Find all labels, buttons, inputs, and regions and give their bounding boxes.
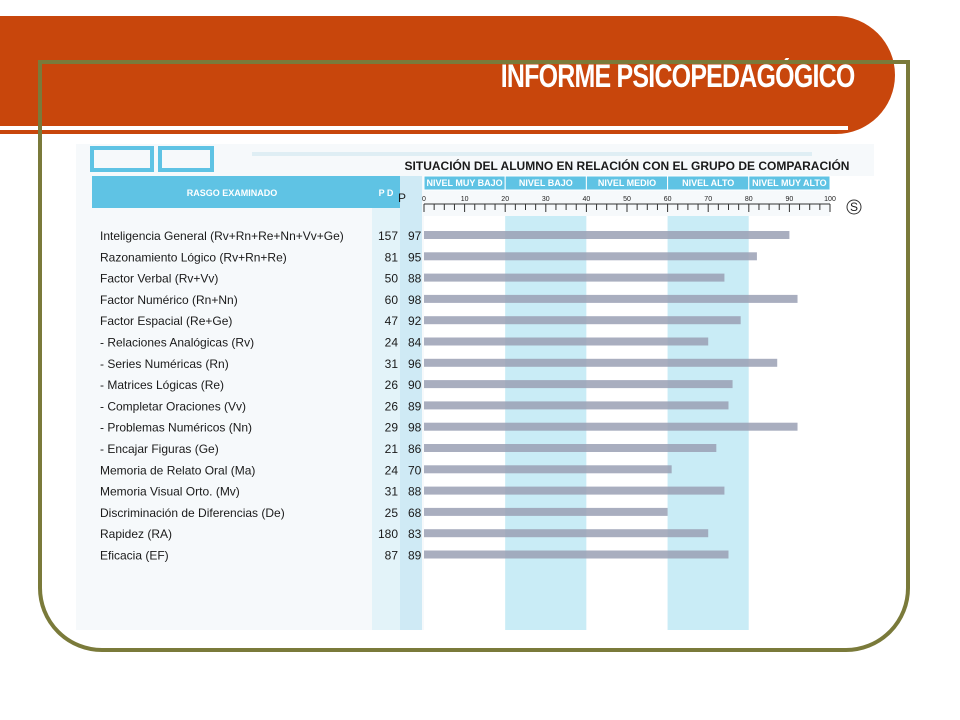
row-label: - Problemas Numéricos (Nn)	[100, 420, 253, 435]
form-line	[252, 152, 812, 156]
chart-title: SITUACIÓN DEL ALUMNO EN RELACIÓN CON EL GRUPO DE COMPARACIÓN	[404, 159, 850, 173]
pd-value: 31	[384, 484, 398, 499]
profile-bar	[424, 252, 757, 260]
row-label: Inteligencia General (Rv+Rn+Re+Nn+Vv+Ge)	[100, 229, 344, 243]
tick-label: 70	[704, 196, 713, 203]
tick-label: 60	[663, 196, 672, 203]
tick-label: 80	[744, 196, 753, 203]
row-label: Factor Espacial (Re+Ge)	[100, 314, 233, 329]
pd-value: 21	[384, 442, 398, 456]
p-value: 98	[408, 420, 422, 435]
pd-header: P D	[378, 188, 394, 198]
row-label: Eficacia (EF)	[100, 548, 169, 563]
pd-value: 157	[377, 229, 398, 243]
tick-label: 10	[460, 196, 469, 203]
pd-value: 47	[384, 314, 398, 329]
p-value: 90	[408, 378, 422, 393]
tick-label: 20	[501, 196, 510, 203]
p-value: 97	[408, 229, 422, 243]
profile-bar	[424, 551, 729, 559]
row-label: - Completar Oraciones (Vv)	[100, 399, 247, 414]
row-label: Factor Verbal (Rv+Vv)	[100, 271, 219, 286]
level-label: NIVEL MEDIO	[597, 178, 657, 188]
p-value: 86	[408, 442, 422, 456]
p-value: 95	[408, 250, 422, 265]
p-value: 89	[408, 548, 422, 563]
p-header: P	[398, 191, 407, 205]
p-value: 92	[408, 314, 422, 329]
level-label: NIVEL MUY BAJO	[426, 178, 503, 188]
p-value: 98	[408, 292, 422, 307]
pd-value: 26	[384, 399, 398, 414]
row-label: - Encajar Figuras (Ge)	[100, 442, 219, 456]
p-value: 89	[408, 399, 422, 414]
pd-value: 29	[384, 420, 398, 435]
profile-bar	[424, 316, 741, 324]
profile-bar	[424, 529, 708, 537]
row-label: Memoria de Relato Oral (Ma)	[100, 463, 256, 478]
pd-value: 81	[384, 250, 398, 265]
level-label: NIVEL ALTO	[682, 178, 735, 188]
p-value: 83	[408, 527, 422, 542]
p-value: 70	[408, 463, 422, 478]
tick-label: 30	[541, 196, 550, 203]
profile-bar	[424, 423, 798, 431]
profile-bar	[424, 274, 724, 282]
profile-chart	[76, 144, 874, 630]
pd-value: 24	[384, 463, 398, 478]
tick-label: 90	[785, 196, 794, 203]
p-value: 88	[408, 484, 422, 499]
p-value: 84	[408, 335, 422, 350]
p-value: 88	[408, 271, 422, 286]
pd-value: 31	[384, 356, 398, 371]
p-value: 68	[408, 505, 422, 520]
report-scan	[76, 144, 874, 630]
tick-label: 0	[422, 196, 426, 203]
tick-label: 100	[824, 196, 836, 203]
pd-value: 25	[384, 505, 398, 520]
profile-bar	[424, 401, 729, 409]
row-label: - Relaciones Analógicas (Rv)	[100, 335, 255, 350]
row-label: Discriminación de Diferencias (De)	[100, 505, 285, 520]
profile-bar	[424, 295, 798, 303]
pd-value: 60	[384, 292, 398, 307]
profile-bar	[424, 380, 733, 388]
level-label: NIVEL BAJO	[518, 178, 573, 188]
right-margin	[830, 176, 874, 630]
form-box-1	[92, 148, 152, 170]
row-label: Razonamiento Lógico (Rv+Rn+Re)	[100, 250, 287, 265]
pd-value: 87	[384, 548, 398, 563]
tick-label: 40	[582, 196, 591, 203]
row-label: - Series Numéricas (Rn)	[100, 356, 229, 371]
profile-bar	[424, 338, 708, 346]
tick-label: 50	[623, 196, 631, 203]
p-value: 96	[408, 356, 422, 371]
profile-bar	[424, 508, 668, 516]
row-label: Rapidez (RA)	[100, 527, 173, 542]
row-header: RASGO EXAMINADO	[186, 188, 278, 198]
pd-value: 180	[377, 527, 398, 542]
profile-bar	[424, 359, 777, 367]
profile-bar	[424, 231, 789, 239]
row-label: - Matrices Lógicas (Re)	[100, 378, 225, 393]
level-label: NIVEL MUY ALTO	[752, 178, 827, 188]
pd-value: 50	[384, 271, 398, 286]
profile-bar	[424, 487, 724, 495]
row-label: Factor Numérico (Rn+Nn)	[100, 292, 238, 307]
profile-bar	[424, 465, 672, 473]
form-box-2	[160, 148, 212, 170]
slide-title: INFORME PSICOPEDAGÓGICO	[500, 58, 854, 94]
row-label: Memoria Visual Orto. (Mv)	[100, 484, 240, 499]
pd-value: 26	[384, 378, 398, 393]
pd-value: 24	[384, 335, 398, 350]
scale-label: S	[849, 200, 859, 214]
profile-bar	[424, 444, 716, 452]
